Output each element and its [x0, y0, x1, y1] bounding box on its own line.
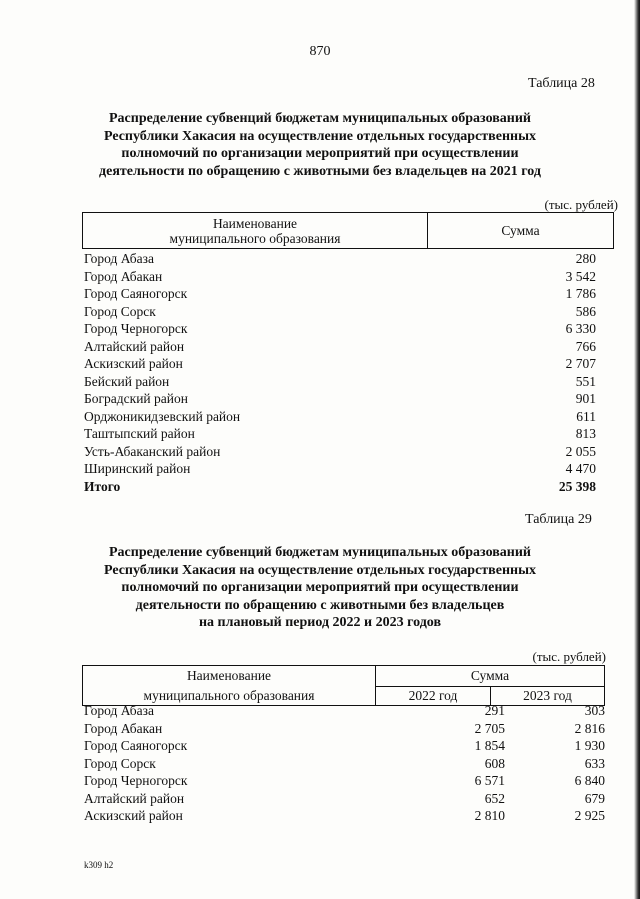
row-value: 901 — [575, 391, 596, 406]
table28-header — [82, 212, 614, 249]
row-name: Город Сорск — [84, 303, 156, 319]
title-line: Распределение субвенций бюджетам муниципальных образований — [109, 111, 531, 126]
header-name-line2: муниципального образования — [143, 688, 315, 703]
row-name: Город Саяногорск — [84, 738, 188, 753]
row-value: 551 — [575, 373, 596, 389]
table-row — [84, 390, 596, 408]
table-row — [84, 408, 596, 426]
table-row — [84, 425, 596, 443]
table-row — [84, 737, 605, 755]
row-value-2023: 6 840 — [574, 773, 605, 788]
table-row — [84, 268, 596, 286]
row-value-2023: 1 930 — [574, 738, 605, 753]
table-row — [84, 355, 596, 373]
row-name: Город Сорск — [84, 755, 156, 771]
title-line: полномочий по организации мероприятий при осуществлении — [121, 580, 519, 595]
row-value-2023: 2 925 — [574, 808, 605, 823]
row-value-2023: 633 — [584, 755, 605, 771]
column-header-sum: Сумма — [376, 666, 605, 687]
row-value-2022: 2 705 — [474, 720, 505, 736]
footer-code: k309 h2 — [84, 860, 114, 870]
total-value: 25 398 — [558, 478, 596, 494]
table29-units: (тыс. рублей) — [532, 649, 606, 664]
table-row — [84, 443, 596, 461]
column-header-name — [83, 213, 428, 249]
table-row — [84, 702, 605, 720]
row-name: Алтайский район — [84, 790, 185, 806]
row-value-2022: 652 — [484, 790, 505, 806]
table-row — [84, 250, 596, 268]
row-value-2023: 2 816 — [574, 720, 605, 736]
row-value: 2 707 — [565, 356, 596, 371]
row-value: 3 542 — [565, 268, 596, 284]
row-name: Город Черногорск — [84, 321, 188, 336]
row-name: Ширинский район — [84, 461, 191, 476]
column-header-sum: Сумма — [428, 213, 614, 249]
total-label: Итого — [84, 478, 121, 494]
row-value: 1 786 — [565, 286, 596, 301]
row-value-2022: 1 854 — [474, 738, 505, 753]
row-value: 280 — [575, 251, 596, 266]
row-value-2022: 291 — [484, 703, 505, 718]
row-value: 2 055 — [565, 443, 596, 459]
table28-units: (тыс. рублей) — [544, 197, 618, 212]
table-row — [84, 790, 605, 808]
table-row — [84, 285, 596, 303]
table-row — [84, 338, 596, 356]
row-name: Бейский район — [84, 373, 170, 389]
row-name: Алтайский район — [84, 338, 185, 354]
table29-label: Таблица 29 — [525, 512, 592, 527]
row-name: Город Черногорск — [84, 773, 188, 788]
row-name: Боградский район — [84, 391, 188, 406]
table-row — [84, 303, 596, 321]
row-value-2023: 303 — [584, 703, 605, 718]
row-value-2022: 2 810 — [474, 808, 505, 823]
column-header-name — [83, 666, 376, 706]
table28-title — [60, 110, 580, 180]
row-value: 611 — [576, 408, 596, 424]
header-name-line2: муниципального образования — [169, 230, 341, 246]
table-row — [84, 720, 605, 738]
table29-header — [82, 665, 605, 706]
row-value: 813 — [575, 426, 596, 441]
title-line: Распределение субвенций бюджетам муниципальных образований — [109, 545, 531, 560]
page-number: 870 — [309, 44, 331, 59]
title-line: на плановый период 2022 и 2023 годов — [198, 615, 442, 630]
table-row — [84, 807, 605, 825]
column-header-year-2023: 2023 год — [491, 686, 605, 706]
header-name-line1: Наименование — [212, 215, 298, 231]
row-value-2022: 6 571 — [474, 773, 505, 788]
total-row — [84, 478, 596, 496]
table-row — [84, 373, 596, 391]
row-value: 586 — [575, 303, 596, 319]
title-line: Республики Хакасия на осуществление отдельных государственных — [103, 128, 537, 144]
header-name-line1: Наименование — [186, 668, 272, 683]
row-name: Усть-Абаканский район — [84, 443, 221, 459]
table-row — [84, 320, 596, 338]
row-name: Орджоникидзевский район — [84, 408, 241, 424]
row-value: 6 330 — [565, 321, 596, 336]
row-value-2023: 679 — [584, 790, 605, 806]
row-name: Город Абаза — [84, 703, 154, 718]
table-row — [84, 772, 605, 790]
title-line: полномочий по организации мероприятий при осуществлении — [121, 146, 519, 161]
title-line: Республики Хакасия на осуществление отдельных государственных — [103, 562, 537, 578]
table-row — [84, 755, 605, 773]
row-name: Город Абаза — [84, 251, 154, 266]
column-header-year-2022: 2022 год — [376, 686, 491, 706]
row-name: Таштыпский район — [84, 426, 195, 441]
row-name: Город Саяногорск — [84, 286, 188, 301]
row-value: 4 470 — [565, 461, 596, 476]
row-name: Город Абакан — [84, 268, 163, 284]
table-row — [84, 460, 596, 478]
row-value: 766 — [575, 338, 596, 354]
row-name: Аскизский район — [84, 356, 183, 371]
scan-edge-shadow — [634, 0, 640, 899]
title-line: деятельности по обращению с животными без владельцев — [135, 597, 505, 613]
row-name: Аскизский район — [84, 808, 183, 823]
title-line: деятельности по обращению с животными без владельцев на 2021 год — [99, 163, 541, 179]
row-name: Город Абакан — [84, 720, 163, 736]
table29-title — [60, 544, 580, 632]
table28-label: Таблица 28 — [528, 76, 595, 91]
table28-body — [84, 250, 596, 495]
row-value-2022: 608 — [484, 755, 505, 771]
table29-body — [84, 702, 605, 825]
